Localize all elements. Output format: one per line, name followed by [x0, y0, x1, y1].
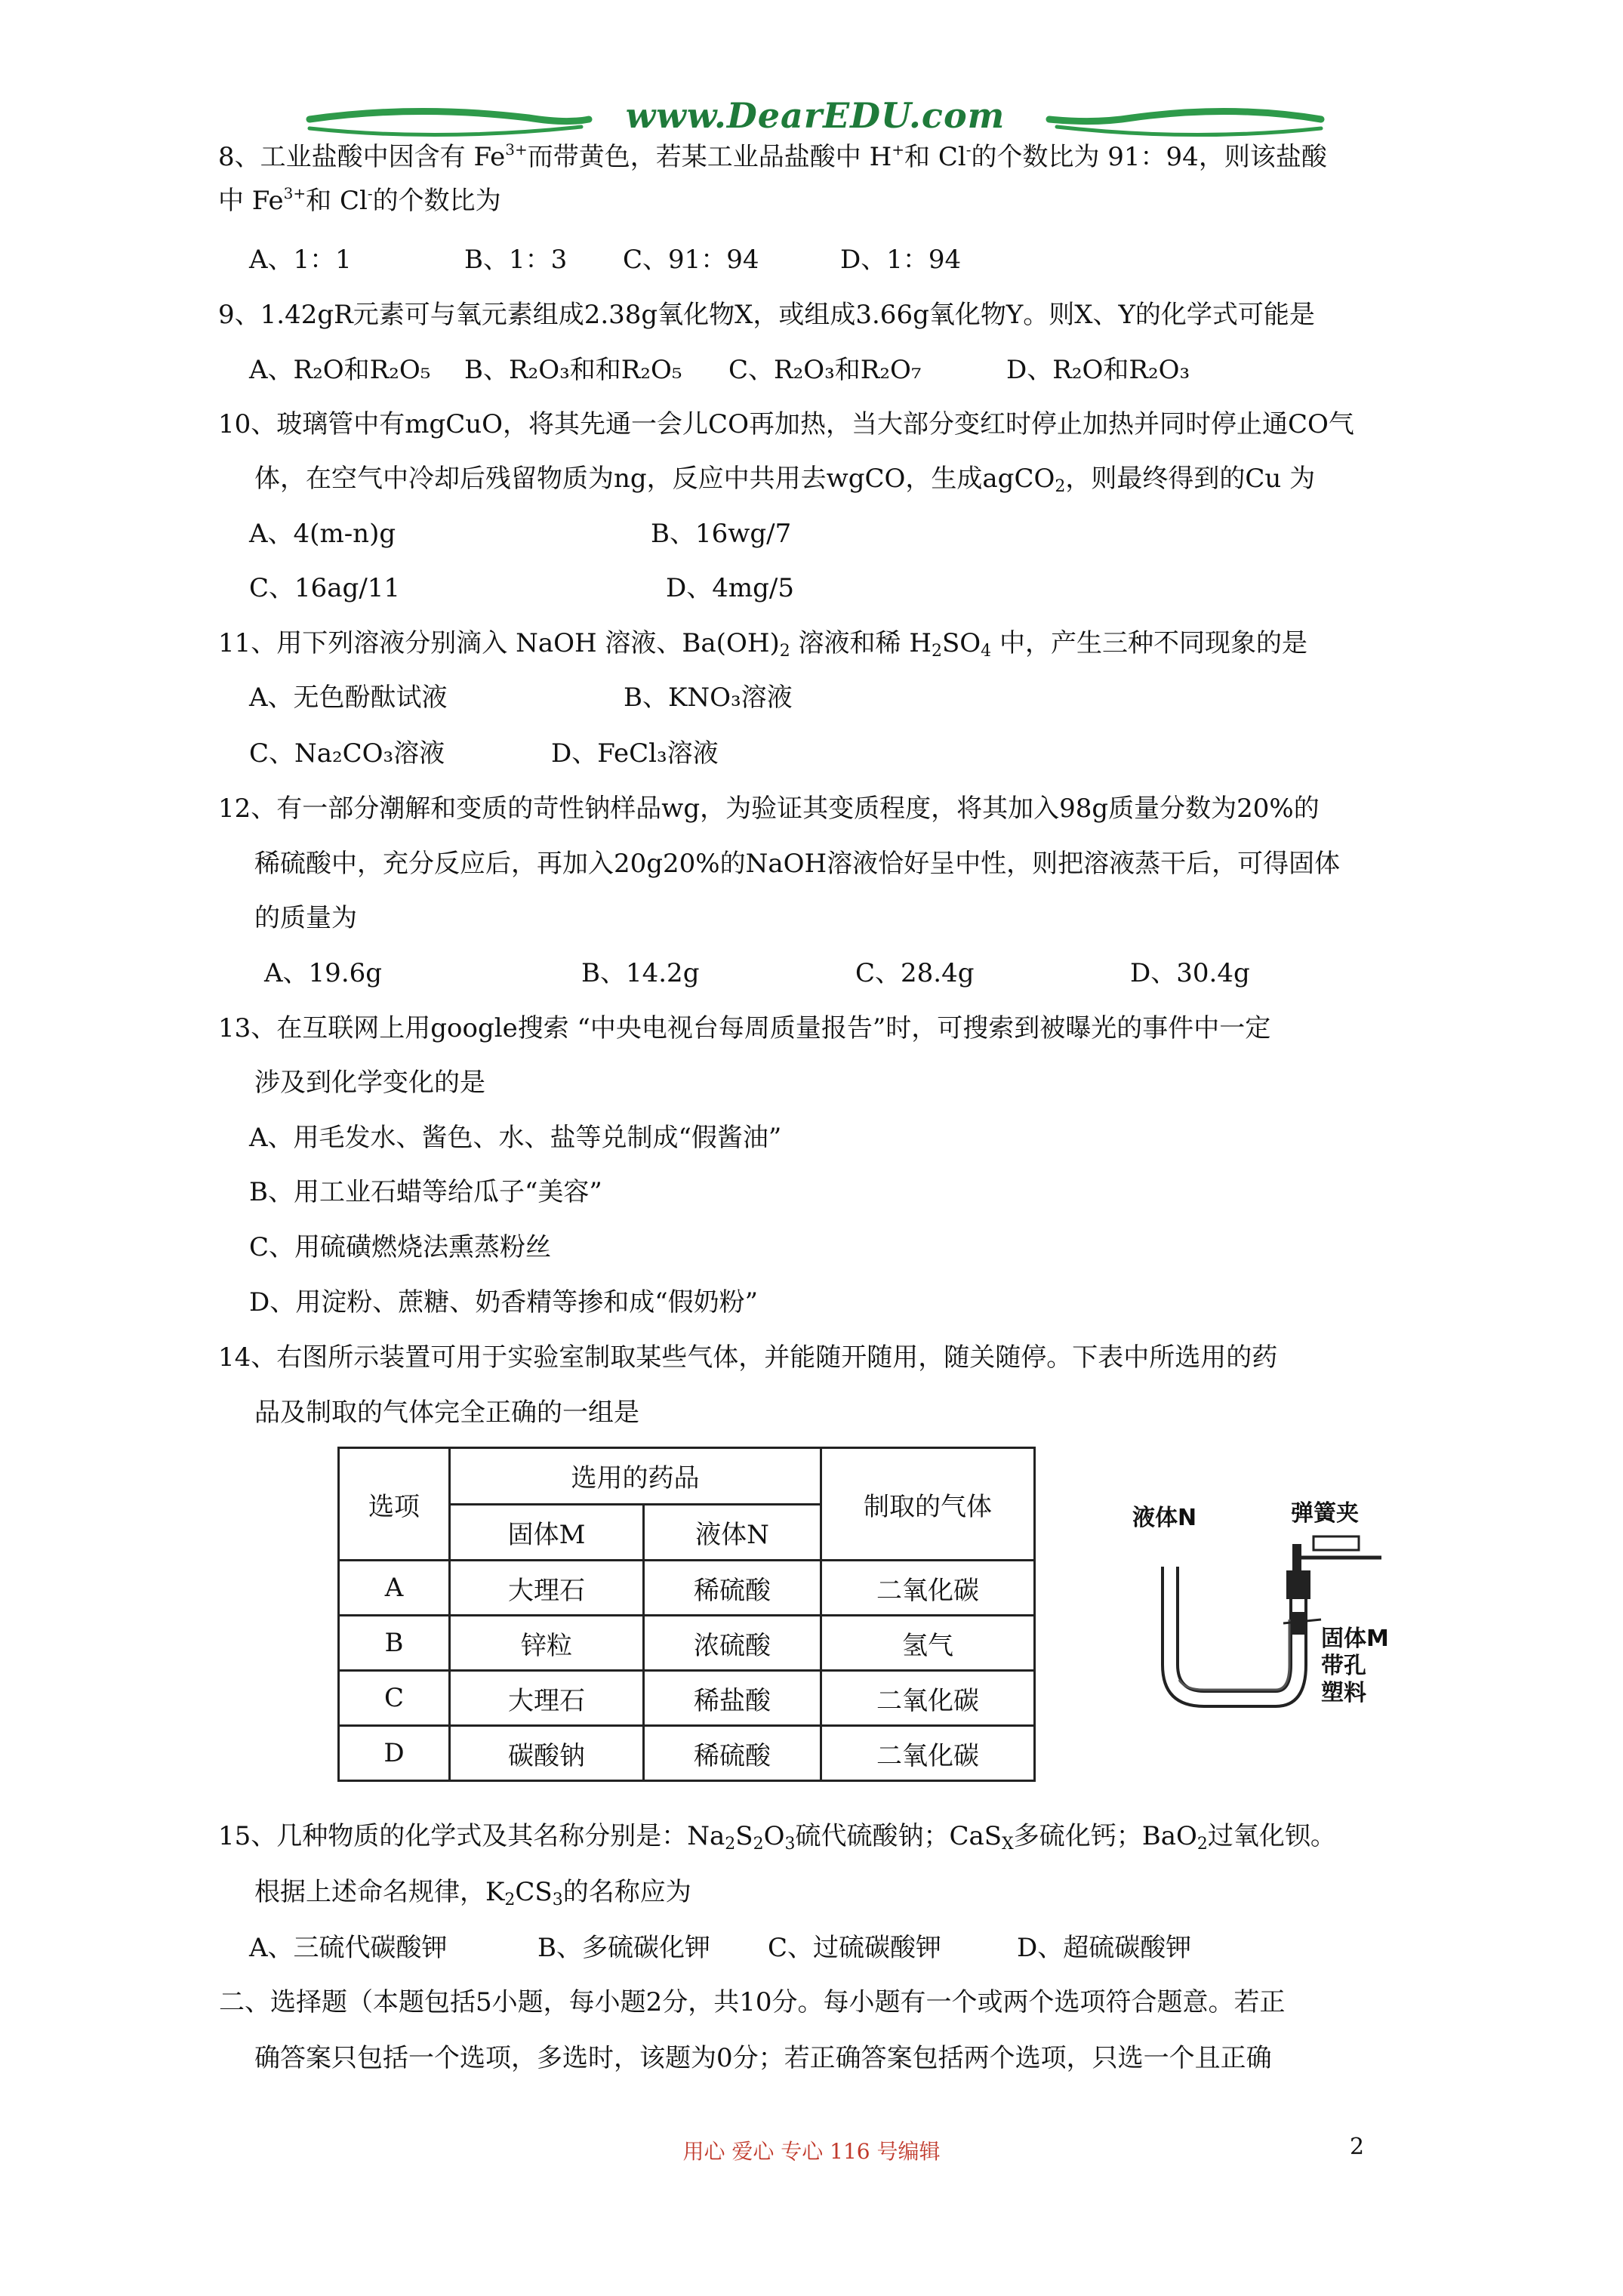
q12-option-d[interactable]: D、30.4g	[1130, 958, 1250, 988]
q8-option-d[interactable]: D、1：94	[840, 245, 962, 275]
q12-line-3: 的质量为	[254, 903, 357, 933]
q15-option-a[interactable]: A、三硫代碳酸钾	[249, 1933, 448, 1963]
table-cell: A	[339, 1561, 450, 1616]
q9-option-c[interactable]: C、R₂O₃和R₂O₇	[728, 355, 922, 385]
q13-line-1: 13、在互联网上用google搜索 “中央电视台每周质量报告”时，可搜索到被曝光的事件中一定	[218, 1013, 1271, 1043]
page-number: 2	[1350, 2134, 1365, 2160]
label-solid-m: 固体M	[1321, 1626, 1389, 1652]
q8-sup: -	[367, 184, 373, 202]
q11-text: SO	[942, 628, 981, 658]
q14-line-1: 14、右图所示装置可用于实验室制取某些气体，并能随开随用，随关随停。下表中所选用的药	[218, 1342, 1278, 1373]
table-cell: 大理石	[450, 1671, 644, 1726]
q10-option-c[interactable]: C、16ag/11	[249, 573, 401, 603]
q15-text: 过氧化钡。	[1207, 1821, 1336, 1851]
q11-option-d[interactable]: D、FeCl₃溶液	[551, 738, 719, 769]
table-row	[339, 1616, 1035, 1671]
q11-text: 溶液和稀 H	[790, 628, 932, 658]
table-cell: 氢气	[821, 1616, 1035, 1671]
q11-stem	[218, 627, 1307, 660]
q8-option-a[interactable]: A、1：1	[249, 245, 352, 275]
footer-text: 用心 爱心 专心 116 号编辑	[682, 2139, 941, 2164]
label-perforated: 带孔	[1321, 1653, 1366, 1679]
q13-option-b[interactable]: B、用工业石蜡等给瓜子“美容”	[249, 1177, 602, 1207]
q12-option-a[interactable]: A、19.6g	[264, 958, 383, 988]
table-row	[339, 1561, 1035, 1616]
q11-text: 中，产生三种不同现象的是	[991, 628, 1307, 658]
q13-option-d[interactable]: D、用淀粉、蔗糖、奶香精等掺和成“假奶粉”	[249, 1287, 759, 1318]
q11-sub: 2	[932, 642, 942, 661]
q15-option-b[interactable]: B、多硫碳化钾	[537, 1933, 710, 1963]
table-header-gas: 制取的气体	[821, 1448, 1035, 1561]
q15-text: CS	[515, 1877, 553, 1907]
q13-line-2: 涉及到化学变化的是	[254, 1068, 485, 1098]
q10-option-a[interactable]: A、4(m-n)g	[249, 519, 396, 549]
q8-sup: 3+	[283, 184, 306, 202]
table-header-option: 选项	[339, 1448, 450, 1561]
q12-line-2: 稀硫酸中，充分反应后，再加入20g20%的NaOH溶液恰好呈中性，则把溶液蒸干后，可得固体	[254, 849, 1341, 879]
q9-option-b[interactable]: B、R₂O₃和和R₂O₅	[464, 355, 682, 385]
table-cell: 锌粒	[450, 1616, 644, 1671]
label-spring-clip: 弹簧夹	[1291, 1500, 1359, 1527]
q15-sub: 2	[504, 1891, 516, 1909]
q8-text: 和 Cl	[306, 186, 368, 216]
q11-option-a[interactable]: A、无色酚酞试液	[249, 683, 448, 713]
q15-option-c[interactable]: C、过硫碳酸钾	[768, 1933, 942, 1963]
q8-text: 和 Cl	[904, 142, 966, 172]
label-liquid-n: 液体N	[1132, 1505, 1197, 1531]
q15-text: 的名称应为	[562, 1877, 691, 1907]
q15-sub: 2	[725, 1835, 736, 1854]
q15-line-2	[254, 1875, 691, 1909]
q8-text: 的个数比为 91：94，则该盐酸	[971, 142, 1327, 172]
q8-text: 8、工业盐酸中因含有 Fe	[218, 142, 506, 172]
q10-line-2	[254, 462, 1315, 495]
q15-line-1	[218, 1820, 1336, 1853]
q8-line-2	[218, 184, 501, 217]
q8-text: 中 Fe	[218, 186, 284, 216]
q9-stem: 9、1.42gR元素可与氧元素组成2.38g氧化物X，或组成3.66g氧化物Y。则X、Y的化学式可能是	[218, 300, 1315, 330]
table-cell: 二氧化碳	[821, 1726, 1035, 1781]
q11-sub: 2	[779, 642, 790, 661]
q15-sub: 2	[1196, 1835, 1208, 1854]
q8-option-b[interactable]: B、1：3	[464, 245, 568, 275]
q15-text: 多硫化钙；BaO	[1013, 1821, 1197, 1851]
q15-text: S	[735, 1821, 753, 1851]
q9-option-d[interactable]: D、R₂O和R₂O₃	[1006, 355, 1190, 385]
q15-text: O	[763, 1821, 785, 1851]
q12-line-1: 12、有一部分潮解和变质的苛性钠样品wg，为验证其变质程度，将其加入98g质量分数为20%的	[218, 794, 1320, 824]
q9-option-a[interactable]: A、R₂O和R₂O₅	[249, 355, 431, 385]
table-cell: 稀硫酸	[644, 1561, 821, 1616]
table-cell: 二氧化碳	[821, 1671, 1035, 1726]
q8-sup: -	[965, 140, 972, 159]
table-cell: 浓硫酸	[644, 1616, 821, 1671]
table-cell: 大理石	[450, 1561, 644, 1616]
q8-line-1	[218, 140, 1327, 174]
table-cell: D	[339, 1726, 450, 1781]
table-cell: 稀硫酸	[644, 1726, 821, 1781]
q8-text: 的个数比为	[372, 186, 501, 216]
section2-line-2: 确答案只包括一个选项，多选时，该题为0分；若正确答案包括两个选项，只选一个且正确	[254, 2043, 1272, 2073]
q11-sub: 4	[981, 642, 992, 661]
q14-table	[337, 1447, 1036, 1782]
table-header-liquid: 液体N	[644, 1504, 821, 1561]
q8-sup: +	[892, 140, 905, 159]
table-cell: 二氧化碳	[821, 1561, 1035, 1616]
q15-text: 根据上述命名规律，K	[254, 1877, 505, 1907]
q15-option-d[interactable]: D、超硫碳酸钾	[1017, 1933, 1192, 1963]
q15-text: 15、几种物质的化学式及其名称分别是：Na	[218, 1821, 725, 1851]
table-row	[339, 1726, 1035, 1781]
q15-sub: X	[1002, 1835, 1014, 1854]
table-cell: C	[339, 1671, 450, 1726]
apparatus-diagram	[1132, 1499, 1404, 1725]
q10-line-1: 10、玻璃管中有mgCuO，将其先通一会儿CO再加热，当大部分变红时停止加热并同时停止通CO气	[218, 409, 1354, 439]
table-header-drugs: 选用的药品	[450, 1448, 821, 1505]
q13-option-a[interactable]: A、用毛发水、酱色、水、盐等兑制成“假酱油”	[249, 1123, 782, 1153]
q15-text: 硫代硫酸钠；CaS	[795, 1821, 1002, 1851]
q12-option-c[interactable]: C、28.4g	[855, 958, 975, 988]
q10-sub: 2	[1055, 477, 1066, 496]
q12-option-b[interactable]: B、14.2g	[581, 958, 700, 988]
table-cell: 稀盐酸	[644, 1671, 821, 1726]
q8-text: 而带黄色，若某工业品盐酸中 H	[527, 142, 892, 172]
label-plastic: 塑料	[1321, 1680, 1366, 1706]
q10-text: 体，在空气中冷却后残留物质为ng，反应中共用去wgCO，生成agCO	[254, 464, 1055, 494]
site-logo[interactable]: www.DearEDU.com	[625, 95, 1006, 136]
q10-option-b[interactable]: B、16wg/7	[651, 519, 792, 549]
q10-option-d[interactable]: D、4mg/5	[666, 573, 794, 603]
q11-text: 11、用下列溶液分别滴入 NaOH 溶液、Ba(OH)	[218, 628, 780, 658]
q15-sub: 3	[784, 1835, 796, 1854]
q15-sub: 2	[753, 1835, 764, 1854]
q8-option-c[interactable]: C、91：94	[623, 245, 759, 275]
q11-option-c[interactable]: C、Na₂CO₃溶液	[249, 738, 445, 769]
q15-sub: 3	[552, 1891, 563, 1909]
section2-line-1: 二、选择题（本题包括5小题，每小题2分，共10分。每小题有一个或两个选项符合题意。若正	[219, 1987, 1286, 2017]
q14-line-2: 品及制取的气体完全正确的一组是	[254, 1398, 639, 1428]
q10-text: ，则最终得到的Cu 为	[1065, 464, 1316, 494]
table-cell: B	[339, 1616, 450, 1671]
table-row	[339, 1671, 1035, 1726]
q11-option-b[interactable]: B、KNO₃溶液	[624, 683, 793, 713]
q13-option-c[interactable]: C、用硫磺燃烧法熏蒸粉丝	[249, 1232, 552, 1262]
q8-sup: 3+	[505, 140, 528, 159]
table-cell: 碳酸钠	[450, 1726, 644, 1781]
table-header-solid: 固体M	[450, 1504, 644, 1561]
